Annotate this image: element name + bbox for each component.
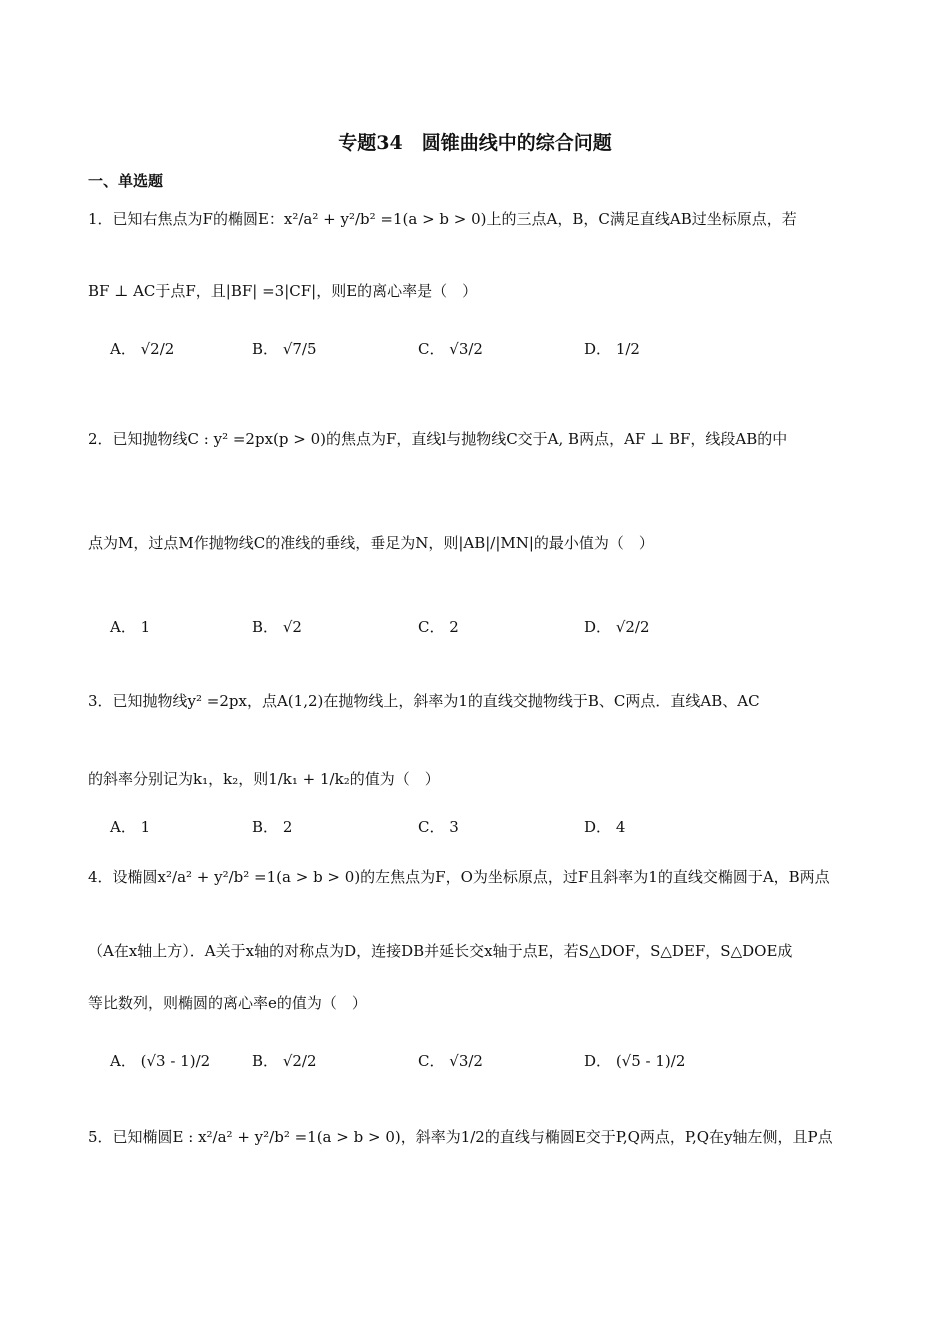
option-label: A． bbox=[110, 1052, 136, 1070]
option-label: C． bbox=[418, 818, 445, 836]
q4-line3: 等比数列，则椭圆的离心率e的值为（ ） bbox=[88, 994, 367, 1012]
q4-option-c[interactable] bbox=[418, 1050, 483, 1071]
option-value: 1 bbox=[140, 618, 151, 636]
q1-line2: BF ⊥ AC于点F，且|BF| =3|CF|，则E的离心率是（ ） bbox=[88, 282, 478, 300]
q2-option-a[interactable] bbox=[110, 616, 150, 637]
option-label: D． bbox=[584, 1052, 612, 1070]
option-label: B． bbox=[252, 1052, 279, 1070]
q1-option-d[interactable] bbox=[584, 338, 640, 359]
q2-line2: 点为M，过点M作抛物线C的准线的垂线，垂足为N，则|AB|/|MN|的最小值为（ ） bbox=[88, 534, 654, 552]
q3-option-a[interactable] bbox=[110, 816, 150, 837]
q3-option-b[interactable] bbox=[252, 816, 292, 837]
option-label: D． bbox=[584, 340, 612, 358]
option-value: √3/2 bbox=[449, 340, 483, 358]
option-value: 4 bbox=[615, 818, 626, 836]
option-value: 1 bbox=[140, 818, 151, 836]
option-label: D． bbox=[584, 618, 612, 636]
q1-option-a[interactable] bbox=[110, 338, 174, 359]
option-value: √7/5 bbox=[282, 340, 317, 358]
q4-option-b[interactable] bbox=[252, 1050, 317, 1071]
option-label: A． bbox=[110, 618, 136, 636]
option-label: B． bbox=[252, 340, 279, 358]
option-value: √3/2 bbox=[449, 1052, 483, 1070]
option-label: C． bbox=[418, 1052, 445, 1070]
option-value: √2/2 bbox=[615, 618, 650, 636]
q3-option-c[interactable] bbox=[418, 816, 459, 837]
option-value: (√3 - 1)/2 bbox=[140, 1052, 211, 1070]
q3-line2: 的斜率分别记为k₁，k₂，则1/k₁ + 1/k₂的值为（ ） bbox=[88, 770, 440, 788]
q4-line2: （A在x轴上方）．A关于x轴的对称点为D，连接DB并延长交x轴于点E，若S△DOF，S△DEF，S△DOE成 bbox=[88, 942, 793, 960]
q1-line1: 1．已知右焦点为F的椭圆E：x²/a² + y²/b² =1(a > b > 0)上的三点A，B，C满足直线AB过坐标原点，若 bbox=[88, 210, 797, 228]
option-label: D． bbox=[584, 818, 612, 836]
q1-option-b[interactable] bbox=[252, 338, 317, 359]
q4-option-d[interactable] bbox=[584, 1050, 685, 1071]
q3-option-d[interactable] bbox=[584, 816, 625, 837]
option-value: 2 bbox=[282, 818, 293, 836]
option-value: √2/2 bbox=[282, 1052, 317, 1070]
q2-option-b[interactable] bbox=[252, 616, 302, 637]
q3-line1: 3．已知抛物线y² =2px，点A(1,2)在抛物线上，斜率为1的直线交抛物线于B、C两点．直线AB、AC bbox=[88, 692, 760, 710]
q4-line1: 4．设椭圆x²/a² + y²/b² =1(a > b > 0)的左焦点为F，O为坐标原点，过F且斜率为1的直线交椭圆于A，B两点 bbox=[88, 868, 830, 886]
q4-option-a[interactable] bbox=[110, 1050, 210, 1071]
option-value: 3 bbox=[449, 818, 459, 836]
page-title: 专题34 圆锥曲线中的综合问题 bbox=[338, 132, 612, 154]
option-value: 2 bbox=[449, 618, 459, 636]
option-label: A． bbox=[110, 340, 136, 358]
option-label: C． bbox=[418, 340, 445, 358]
q2-option-c[interactable] bbox=[418, 616, 459, 637]
option-label: A． bbox=[110, 818, 136, 836]
section-heading: 一、单选题 bbox=[88, 172, 164, 190]
option-label: B． bbox=[252, 818, 279, 836]
option-label: C． bbox=[418, 618, 445, 636]
q2-line1: 2．已知抛物线C : y² =2px(p > 0)的焦点为F，直线l与抛物线C交于A, B两点，AF ⊥ BF，线段AB的中 bbox=[88, 430, 788, 448]
option-value: √2 bbox=[282, 618, 302, 636]
q2-option-d[interactable] bbox=[584, 616, 650, 637]
option-value: 1/2 bbox=[615, 340, 640, 358]
q1-option-c[interactable] bbox=[418, 338, 483, 359]
option-label: B． bbox=[252, 618, 279, 636]
option-value: (√5 - 1)/2 bbox=[615, 1052, 686, 1070]
q5-line1: 5．已知椭圆E : x²/a² + y²/b² =1(a > b > 0)，斜率为1/2的直线与椭圆E交于P,Q两点，P,Q在y轴左侧，且P点 bbox=[88, 1128, 833, 1146]
option-value: √2/2 bbox=[140, 340, 175, 358]
